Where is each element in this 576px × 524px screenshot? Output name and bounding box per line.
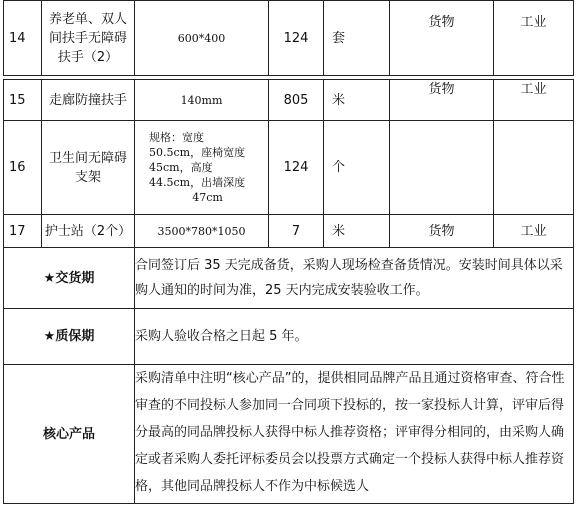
item-industry	[494, 121, 574, 215]
item-quantity: 805	[269, 80, 324, 121]
item-spec: 140mm	[135, 80, 269, 121]
item-unit: 套	[324, 1, 390, 76]
star-icon	[44, 271, 56, 286]
delivery-label: ★ 交货期	[4, 248, 135, 309]
item-category: 货物	[390, 215, 494, 248]
warranty-label: ★ 质保期	[4, 309, 135, 365]
row-number: 16	[4, 121, 42, 215]
table-row	[4, 121, 574, 215]
item-category: 货物	[390, 1, 494, 76]
spec-line: 规格：宽度	[149, 131, 204, 144]
star-icon	[44, 329, 56, 344]
table-row	[4, 1, 574, 76]
item-unit: 米	[324, 215, 390, 248]
item-spec: 3500*780*1050	[135, 215, 269, 248]
item-name: 卫生间无障碍支架	[42, 121, 135, 215]
warranty-text: 采购人验收合格之日起 5 年。	[135, 309, 574, 365]
warranty-row	[4, 309, 574, 365]
row-number: 15	[4, 80, 42, 121]
item-industry: 工业	[494, 80, 574, 121]
spec-line: 45cm，高度	[149, 161, 213, 174]
item-quantity: 124	[269, 1, 324, 76]
table-row	[4, 80, 574, 121]
item-industry: 工业	[494, 215, 574, 248]
item-name: 护士站（2个）	[42, 215, 135, 248]
procurement-table	[3, 0, 574, 504]
item-quantity: 124	[269, 121, 324, 215]
item-unit: 米	[324, 80, 390, 121]
item-name: 养老单、双人间扶手无障碍扶手（2）	[42, 1, 135, 76]
delivery-text: 合同签订后 35 天完成备货，采购人现场检查备货情况。安装时间具体以采购人通知的时间为准，25 天内完成安装验收工作。	[135, 248, 574, 309]
core-product-text: 采购清单中注明“核心产品”的，提供相同品牌产品且通过资格审查、符合性审查的不同投标人参加同一合同项下投标的，按一家投标人计算，评审后得分最高的同品牌投标人获得中标人推荐资格；评审得分相同的，由采购人确定或者采购人委托评标委员会以投票方式确定一个投标人获得中标人推荐资格，其他同品牌投标人不作为中标候选人	[135, 365, 574, 504]
item-spec	[135, 121, 269, 215]
item-name: 走廊防撞扶手	[42, 80, 135, 121]
spec-line: 44.5cm，出墙深度	[149, 176, 246, 189]
item-unit: 个	[324, 121, 390, 215]
item-category: 货物	[390, 80, 494, 121]
item-spec: 600*400	[135, 1, 269, 76]
core-product-label: 核心产品	[4, 365, 135, 504]
core-product-row	[4, 365, 574, 504]
spec-line: 47cm	[192, 191, 223, 204]
row-number: 14	[4, 1, 42, 76]
item-industry: 工业	[494, 1, 574, 76]
item-category	[390, 121, 494, 215]
table-row	[4, 215, 574, 248]
row-number: 17	[4, 215, 42, 248]
delivery-row	[4, 248, 574, 309]
spec-line: 50.5cm，座椅宽度	[149, 146, 246, 159]
item-quantity: 7	[269, 215, 324, 248]
